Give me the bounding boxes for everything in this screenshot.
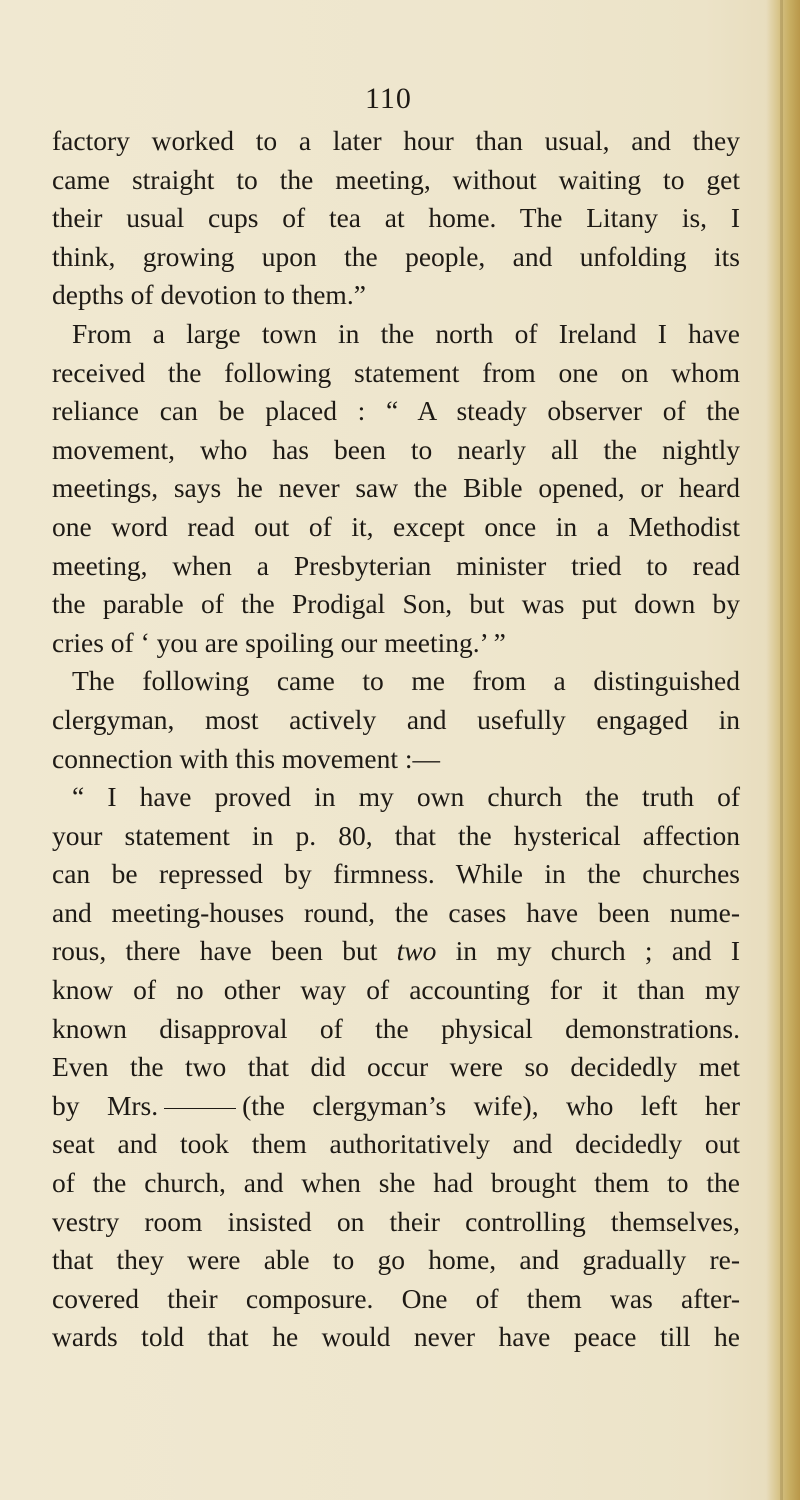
text-line: vestry room insisted on their controlling themselves, — [52, 1205, 740, 1237]
text-segment: (the clergyman’s wife), who left her — [242, 1089, 741, 1121]
text-line: known disapproval of the physical demonstrations. — [52, 1012, 740, 1044]
text-line: seat and took them authoritatively and decidedly out — [52, 1128, 740, 1160]
text-line: one word read out of it, except once in a Methodist — [52, 510, 740, 542]
text-line: “ I have proved in my own church the truth of — [72, 781, 740, 813]
text-line: movement, who has been to nearly all the nightly — [52, 433, 740, 465]
italic-word: two — [396, 935, 437, 967]
text-segment: by Mrs. — [52, 1089, 159, 1121]
text-line: can be repressed by firmness. While in the churches — [52, 858, 740, 890]
text-line: cries of ‘ you are spoiling our meeting.’ ” — [52, 626, 506, 658]
text-line: connection with this movement :— — [52, 742, 440, 774]
text-line: think, growing upon the people, and unfolding its — [52, 240, 740, 272]
name-omission-dash — [164, 1108, 236, 1109]
text-segment: in my church ; and I — [436, 935, 740, 967]
text-line-with-dash — [52, 1087, 740, 1126]
text-line: meetings, says he never saw the Bible opened, or heard — [52, 472, 740, 504]
text-line: clergyman, most actively and usefully engaged in — [52, 703, 740, 735]
text-line: their usual cups of tea at home. The Litany is, I — [52, 202, 740, 234]
page-number: 110 — [365, 82, 412, 115]
text-line: of the church, and when she had brought them to the — [52, 1167, 740, 1199]
text-line: The following came to me from a distinguished — [72, 665, 740, 697]
page-edge-shadow — [766, 0, 800, 1500]
body-text — [52, 122, 740, 1357]
text-line: reliance can be placed : “ A steady observer of the — [52, 395, 740, 427]
text-line: received the following statement from one on whom — [52, 356, 740, 388]
text-line: From a large town in the north of Ireland I have — [72, 317, 740, 349]
text-line: the parable of the Prodigal Son, but was put down by — [52, 588, 740, 620]
text-line: factory worked to a later hour than usual, and they — [52, 125, 740, 156]
text-line: your statement in p. 80, that the hysterical affection — [52, 819, 740, 851]
text-line: depths of devotion to them.” — [52, 279, 366, 311]
text-line-with-italic — [52, 932, 740, 971]
text-line: wards told that he would never have peace till he — [52, 1321, 740, 1353]
text-line: that they were able to go home, and gradually re- — [52, 1244, 740, 1276]
text-line: Even the two that did occur were so decidedly met — [52, 1051, 740, 1083]
text-line: came straight to the meeting, without waiting to get — [52, 163, 740, 195]
text-line: meeting, when a Presbyterian minister tried to read — [52, 549, 740, 581]
text-line: and meeting-houses round, the cases have been nume- — [52, 896, 740, 928]
text-line: covered their composure. One of them was after- — [52, 1282, 740, 1314]
text-line: know of no other way of accounting for it than my — [52, 974, 740, 1006]
text-segment: rous, there have been but — [52, 935, 397, 967]
